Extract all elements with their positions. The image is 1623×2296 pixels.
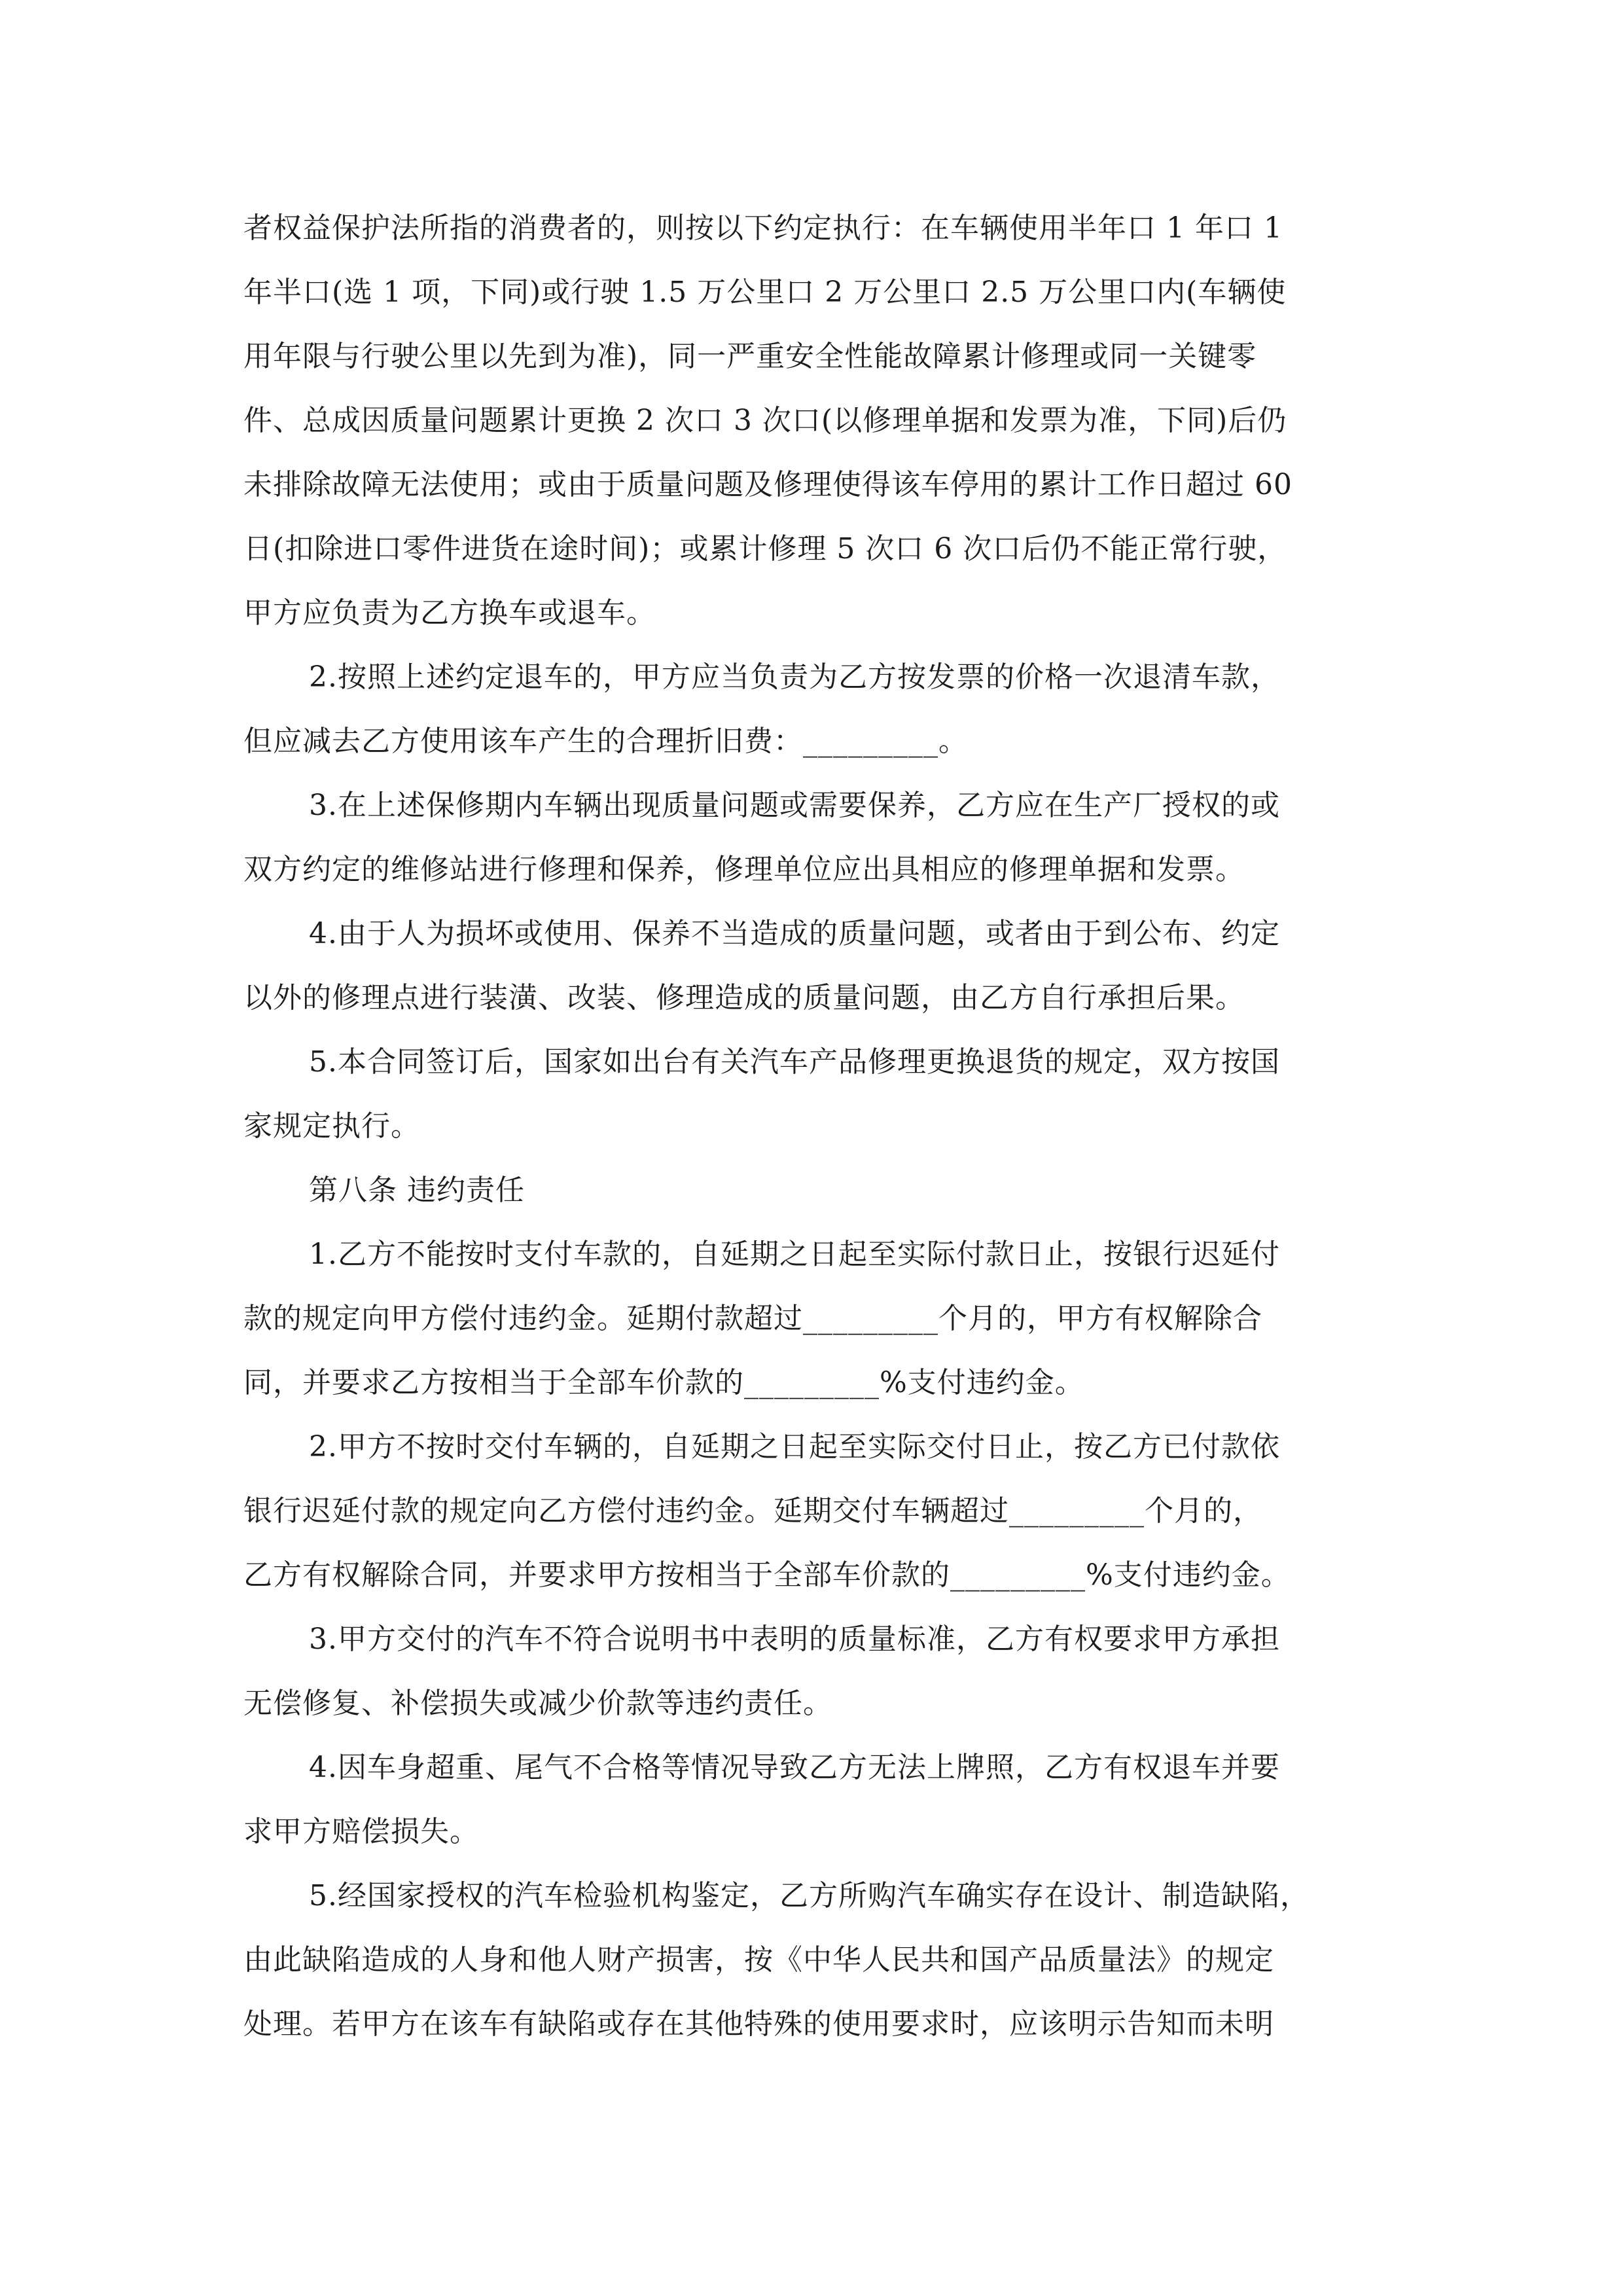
- paragraph-first-line: 4.由于人为损坏或使用、保养不当造成的质量问题，或者由于到公布、约定: [309, 917, 1280, 950]
- text-line: 家规定执行。: [243, 1109, 420, 1143]
- text-line: 乙方有权解除合同，并要求甲方按相当于全部车价款的_________%支付违约金。: [243, 1558, 1291, 1592]
- text-line: 银行迟延付款的规定向乙方偿付违约金。延期交付车辆超过_________个月的，: [243, 1494, 1262, 1528]
- text-line: 由此缺陷造成的人身和他人财产损害，按《中华人民共和国产品质量法》的规定: [243, 1943, 1274, 1977]
- text-line: 但应减去乙方使用该车产生的合理折旧费：_________。: [243, 725, 968, 758]
- paragraph-first-line: 5.经国家授权的汽车检验机构鉴定，乙方所购汽车确实存在设计、制造缺陷，: [309, 1879, 1310, 1912]
- text-line: 求甲方赔偿损失。: [243, 1815, 479, 1848]
- text-line: 甲方应负责为乙方换车或退车。: [243, 596, 656, 630]
- document-body: [243, 196, 1382, 2056]
- paragraph-first-line: 3.甲方交付的汽车不符合说明书中表明的质量标准，乙方有权要求甲方承担: [309, 1623, 1280, 1656]
- paragraph-first-line: 3.在上述保修期内车辆出现质量问题或需要保养，乙方应在生产厂授权的或: [309, 789, 1280, 822]
- paragraph-first-line: 2.按照上述约定退车的，甲方应当负责为乙方按发票的价格一次退清车款，: [309, 660, 1280, 694]
- paragraph-first-line: 2.甲方不按时交付车辆的，自延期之日起至实际交付日止，按乙方已付款依: [309, 1430, 1280, 1463]
- text-line: 款的规定向甲方偿付违约金。延期付款超过_________个月的，甲方有权解除合: [243, 1302, 1262, 1335]
- paragraph-first-line: 1.乙方不能按时支付车款的，自延期之日起至实际付款日止，按银行迟延付: [309, 1238, 1280, 1271]
- text-line: 年半口(选 1 项，下同)或行驶 1.5 万公里口 2 万公里口 2.5 万公里口内(车辆使: [243, 276, 1287, 309]
- text-line: 件、总成因质量问题累计更换 2 次口 3 次口(以修理单据和发票为准，下同)后仍: [243, 404, 1287, 437]
- paragraph-first-line: 4.因车身超重、尾气不合格等情况导致乙方无法上牌照，乙方有权退车并要: [309, 1751, 1280, 1784]
- text-line: 用年限与行驶公里以先到为准)，同一严重安全性能故障累计修理或同一关键零: [243, 340, 1257, 373]
- text-line: 处理。若甲方在该车有缺陷或存在其他特殊的使用要求时，应该明示告知而未明: [243, 2007, 1274, 2041]
- text-line: 者权益保护法所指的消费者的，则按以下约定执行：在车辆使用半年口 1 年口 1: [243, 211, 1283, 245]
- text-line: 以外的修理点进行装潢、改装、修理造成的质量问题，由乙方自行承担后果。: [243, 981, 1245, 1014]
- paragraph-first-line: 5.本合同签订后，国家如出台有关汽车产品修理更换退货的规定，双方按国: [309, 1045, 1280, 1079]
- text-line: 日(扣除进口零件进货在途时间)；或累计修理 5 次口 6 次口后仍不能正常行驶，: [243, 532, 1287, 565]
- text-line: 未排除故障无法使用；或由于质量问题及修理使得该车停用的累计工作日超过 60: [243, 468, 1293, 501]
- text-line: 双方约定的维修站进行修理和保养，修理单位应出具相应的修理单据和发票。: [243, 853, 1245, 886]
- section-heading: 第八条 违约责任: [309, 1174, 525, 1207]
- text-line: 同，并要求乙方按相当于全部车价款的_________%支付违约金。: [243, 1366, 1084, 1399]
- text-line: 无偿修复、补偿损失或减少价款等违约责任。: [243, 1687, 832, 1720]
